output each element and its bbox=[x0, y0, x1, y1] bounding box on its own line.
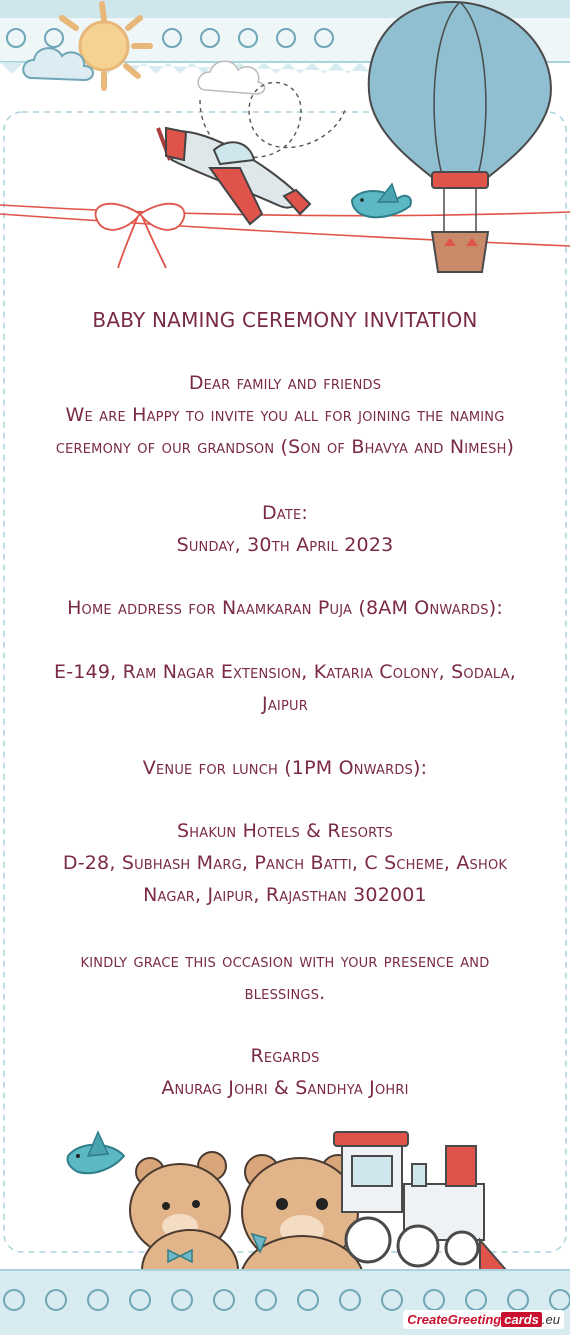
date-value: Sunday, 30th April 2023 bbox=[176, 534, 394, 556]
venue-address-line-1: D-28, Subhash Marg, Panch Batti, C Scheme, Ashok bbox=[62, 852, 508, 874]
home-address-line-1: E-149, Ram Nagar Extension, Kataria Colony, Sodala, bbox=[53, 661, 517, 683]
brand-box: cards bbox=[501, 1312, 542, 1327]
message-line-2: ceremony of our grandson (Son of Bhavya and Nimesh) bbox=[55, 436, 515, 458]
date-label: Date: bbox=[261, 502, 309, 524]
signature: Anurag Johri & Sandhya Johri bbox=[161, 1077, 409, 1099]
venue-address-line-2: Nagar, Jaipur, Rajasthan 302001 bbox=[143, 884, 427, 906]
home-address-line-2: Jaipur bbox=[262, 693, 308, 715]
toy-train-icon bbox=[334, 1132, 506, 1270]
cloud-icon-2 bbox=[198, 61, 264, 94]
closing-line-2: blessings. bbox=[244, 982, 326, 1004]
bird-icon-bottom bbox=[67, 1132, 124, 1173]
venue-name: Shakun Hotels & Resorts bbox=[176, 820, 394, 842]
brand-tld: .eu bbox=[541, 1312, 560, 1327]
closing-line-1: kindly grace this occasion with your presence and bbox=[80, 950, 490, 972]
message-line-1: We are Happy to invite you all for joining the naming bbox=[65, 404, 505, 426]
brand-watermark[interactable] bbox=[403, 1310, 564, 1329]
regards-label: Regards bbox=[250, 1045, 320, 1067]
invitation-title: BABY NAMING CEREMONY INVITATION bbox=[92, 308, 478, 332]
home-address-label: Home address for Naamkaran Puja (8AM Onwards): bbox=[67, 597, 503, 619]
bird-icon bbox=[352, 184, 411, 217]
hot-air-balloon-icon bbox=[369, 2, 551, 272]
venue-label: Venue for lunch (1PM Onwards): bbox=[142, 757, 428, 779]
greeting: Dear family and friends bbox=[188, 372, 382, 394]
brand-main: CreateGreeting bbox=[407, 1312, 502, 1327]
bow-icon bbox=[96, 204, 185, 268]
